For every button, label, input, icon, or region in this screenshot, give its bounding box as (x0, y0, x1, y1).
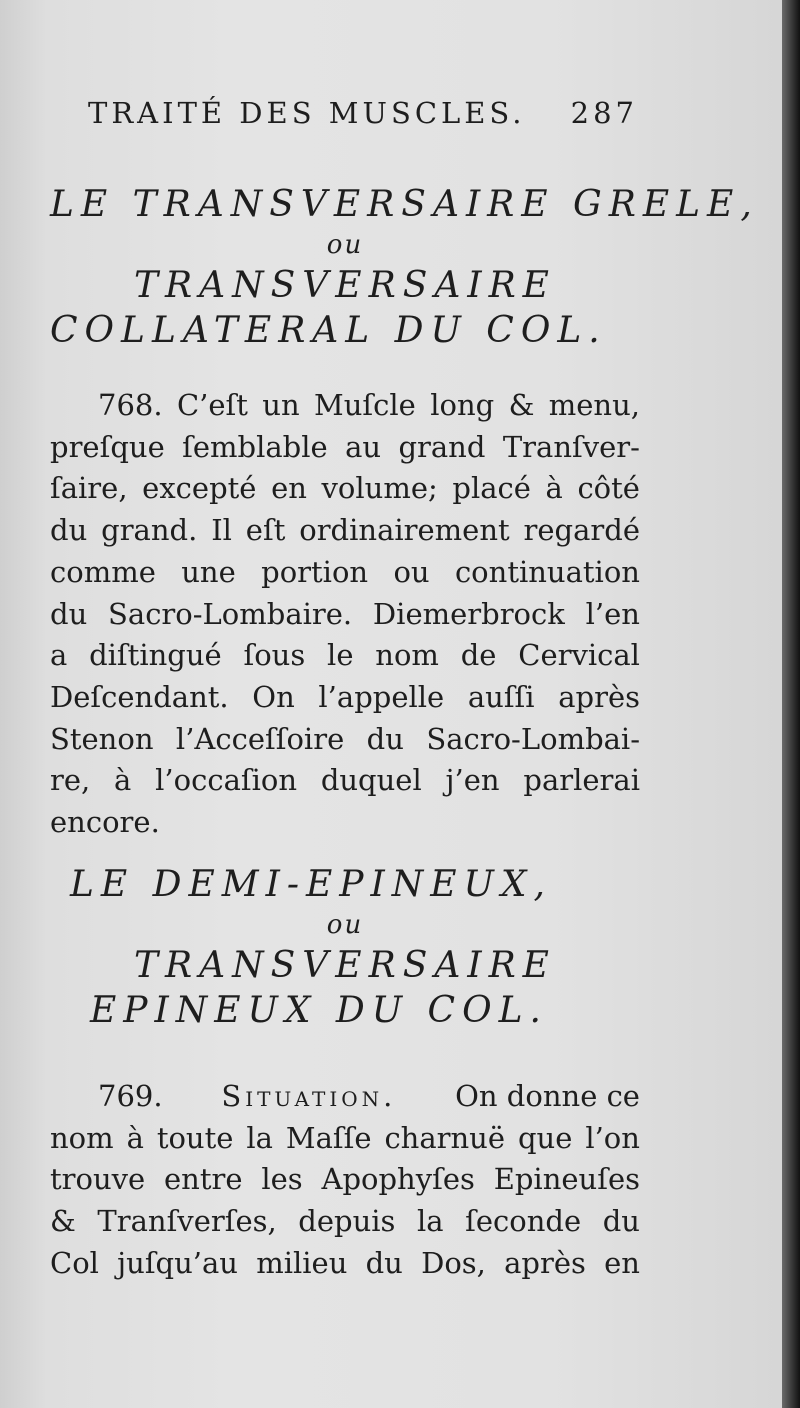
text-line: du Sacro-Lombaire. Diemerbrock l’en (50, 596, 640, 631)
text-line: nom à toute la Maſſe charnuë que l’on (50, 1120, 640, 1155)
heading-line: COLLATERAL DU COL. (50, 310, 607, 351)
paragraph-768 (50, 385, 640, 844)
heading-line: LE TRANSVERSAIRE GRELE, (50, 184, 759, 225)
text-line: a diſtingué ſous le nom de Cervical (50, 638, 640, 673)
section-label: Situation. (221, 1079, 397, 1113)
page-edge-shadow (782, 0, 800, 1408)
heading-line: TRANSVERSAIRE (134, 945, 556, 986)
text-line: comme une portion ou continuation (50, 554, 640, 589)
page-number: 287 (570, 96, 638, 130)
heading-line: TRANSVERSAIRE (134, 265, 556, 306)
text-line: & Tranſverſes, depuis la ſeconde du (50, 1204, 640, 1239)
heading-or: ou (326, 910, 364, 940)
section-heading-transversaire-grele (50, 182, 759, 353)
heading-line: EPINEUX DU COL. (90, 990, 548, 1031)
paragraph-769 (50, 1076, 640, 1285)
section-heading-demi-epineux (50, 862, 640, 1033)
heading-or: ou (326, 230, 364, 260)
paragraph-number: 769. (98, 1079, 163, 1113)
heading-line: LE DEMI-EPINEUX, (70, 864, 552, 905)
text-line: re, à l’occaſion duquel j’en parlerai (50, 763, 640, 798)
text-line: ſaire, excepté en volume; placé à côté (50, 471, 640, 506)
running-head-title: TRAITÉ DES MUSCLES. (88, 96, 526, 130)
text-line: du grand. Il eſt ordinairement regardé (50, 513, 640, 548)
text-line: trouve entre les Apophyſes Epineuſes (50, 1162, 640, 1197)
text-line: 768. C’eſt un Muſcle long & menu, (98, 388, 640, 422)
first-line-rest: On donne ce (455, 1079, 640, 1113)
running-head (88, 96, 638, 146)
text-line (50, 1076, 640, 1118)
text-line: encore. (50, 805, 160, 840)
text-line: Col juſqu’au milieu du Dos, après en (50, 1245, 640, 1280)
text-line: Stenon l’Acceſſoire du Sacro-Lombai- (50, 721, 640, 756)
text-line: preſque ſemblable au grand Tranſver- (50, 429, 640, 464)
text-line: Deſcendant. On l’appelle auſſi après (50, 679, 640, 714)
